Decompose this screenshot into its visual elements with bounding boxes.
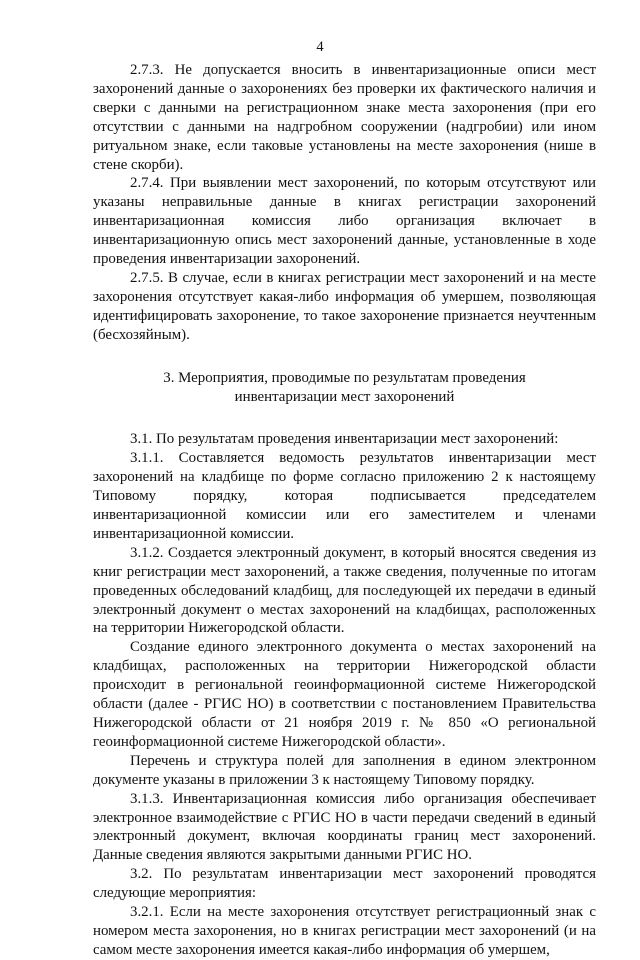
paragraph-2-7-5: 2.7.5. В случае, если в книгах регистрации мест захоронений и на месте захоронения отсутствует какая-либо информация об умершем, позволяющая идентифицировать захоронение, то такое захоронение признается неучтенным (бесхозяйным). xyxy=(93,269,596,343)
document-body xyxy=(93,61,596,960)
paragraph-3-2: 3.2. По результатам инвентаризации мест захоронений проводятся следующие мероприятия: xyxy=(93,866,596,902)
paragraph-3-1-3: 3.1.3. Инвентаризационная комиссия либо организация обеспечивает электронное взаимодействие с РГИС НО в части передачи сведений в единый электронный документ, включая координаты границ мест захоронений. Данные сведения являются закрытыми данными РГИС НО. xyxy=(93,790,596,864)
section-heading-line-2: инвентаризации мест захоронений xyxy=(234,388,455,405)
paragraph-3-1-2: 3.1.2. Создается электронный документ, в который вносятся сведения из книг регистрации мест захоронений, а также сведения, полученные по итогам проведенных обследований кладбищ, для последующей их передачи в единый электронный документ о местах захоронений на кладбищах, расположенных на территории Нижегородской области. xyxy=(93,544,596,637)
paragraph-3-2-1: 3.2.1. Если на месте захоронения отсутствует регистрационный знак с номером места захоронения, но в книгах регистрации мест захоронений (и на самом месте захоронения имеется какая-либо информация об умершем, xyxy=(93,904,596,958)
section-heading-line-1: 3. Мероприятия, проводимые по результатам проведения xyxy=(163,369,526,386)
section-heading xyxy=(93,369,596,407)
paragraph-3-1: 3.1. По результатам проведения инвентаризации мест захоронений: xyxy=(130,431,559,448)
paragraph-2-7-4: 2.7.4. При выявлении мест захоронений, по которым отсутствуют или указаны неправильные данные в книгах регистрации захоронений инвентаризационная комиссия либо организация включает в инвентаризационную опись мест захоронений данные, установленные в ходе проведения инвентаризации захоронений. xyxy=(93,175,596,268)
paragraph-unified-document: Создание единого электронного документа о местах захоронений на кладбищах, расположенных на территории Нижегородской области происходит в региональной геоинформационной системе Нижегородской области (далее - РГИС НО) в соответствии с постановлением Правительства Нижегородской области от 21 ноября 2019 г. № 850 «О региональной геоинформационной системе Нижегородской области». xyxy=(93,639,596,750)
paragraph-fields-list: Перечень и структура полей для заполнения в едином электронном документе указаны в приложении 3 к настоящему Типовому порядку. xyxy=(93,752,596,788)
page-number: 4 xyxy=(316,39,324,55)
paragraph-2-7-3: 2.7.3. Не допускается вносить в инвентаризационные описи мест захоронений данные о захоронениях без проверки их фактического наличия и сверки с данными на регистрационном знаке места захоронения (при его отсутствии с данными на надгробном сооружении (надгробии) или ином ритуальном знаке, если таковые установлены на месте захоронения (нише в стене скорби). xyxy=(93,62,596,173)
paragraph-3-1-1: 3.1.1. Составляется ведомость результатов инвентаризации мест захоронений на кладбище по форме согласно приложению 2 к настоящему Типовому порядку, которая подписывается председателем инвентаризационной комиссии или его заместителем и членами инвентаризационной комиссии. xyxy=(93,450,596,542)
